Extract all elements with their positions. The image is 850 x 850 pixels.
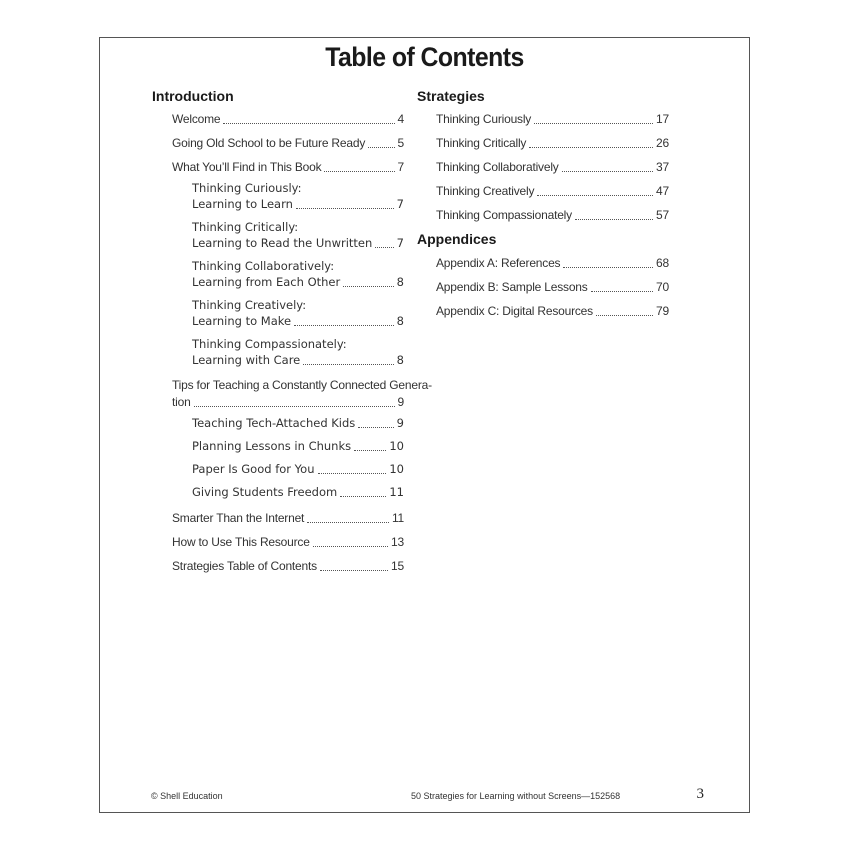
- dot-leader: [591, 291, 653, 292]
- toc-entry-tips-line2: [172, 395, 404, 410]
- dot-leader: [596, 315, 653, 316]
- toc-entry-page: 9: [397, 395, 404, 409]
- toc-entry-tips[interactable]: [172, 378, 432, 410]
- toc-entry-page: 8: [396, 353, 404, 367]
- toc-entry-title: Learning from Each Other: [192, 275, 341, 289]
- dot-leader: [575, 219, 653, 220]
- toc-entry-title: Paper Is Good for You: [192, 462, 315, 476]
- toc-right-column: [417, 86, 669, 319]
- toc-entry-title: What You’ll Find in This Book: [172, 160, 322, 174]
- toc-entry-page: 10: [389, 439, 404, 453]
- dot-leader: [313, 546, 388, 547]
- toc-subentry-line: [192, 313, 404, 329]
- toc-entry-title: Tips for Teaching a Constantly Connected Genera-: [172, 378, 432, 392]
- page-number: 3: [696, 786, 704, 802]
- section-heading-strategies: Strategies: [417, 88, 485, 104]
- toc-entry-page: 11: [389, 485, 404, 499]
- toc-entry-page: 4: [397, 112, 404, 126]
- toc-entry-page: 15: [391, 559, 404, 573]
- toc-entry-title: Thinking Creatively: [436, 184, 535, 198]
- toc-entry-page: 8: [396, 314, 404, 328]
- toc-subentry-paper[interactable]: [192, 461, 404, 477]
- toc-entry-title: Welcome: [172, 112, 221, 126]
- toc-subentry-heading: Thinking Critically:: [192, 220, 299, 234]
- toc-subentry-freedom[interactable]: [192, 484, 404, 500]
- dot-leader: [529, 147, 653, 148]
- dot-leader: [537, 195, 653, 196]
- dot-leader: [354, 450, 386, 451]
- toc-entry-page: 57: [656, 208, 669, 222]
- toc-entry-welcome[interactable]: [172, 112, 404, 127]
- toc-subentry-line: [192, 352, 404, 368]
- toc-entry-title: Thinking Curiously: [436, 112, 532, 126]
- toc-entry-page: 70: [656, 280, 669, 294]
- toc-entry-title: Strategies Table of Contents: [172, 559, 317, 573]
- toc-subentry-line: [192, 274, 404, 290]
- toc-subentry-heading: Thinking Collaboratively:: [192, 259, 335, 273]
- toc-entry-strategy-creatively[interactable]: [436, 184, 669, 199]
- dot-leader: [563, 267, 653, 268]
- dot-leader: [343, 286, 393, 287]
- toc-entry-title: Going Old School to be Future Ready: [172, 136, 366, 150]
- toc-entry-page: 47: [656, 184, 669, 198]
- toc-entry-appendix-a[interactable]: [436, 256, 669, 271]
- toc-entry-how-to-use[interactable]: [172, 535, 404, 550]
- toc-entry-title: Learning to Read the Unwritten: [192, 236, 373, 250]
- toc-entry-page: 5: [397, 136, 404, 150]
- toc-subentry-curiously[interactable]: [192, 180, 404, 212]
- toc-subentry-critically[interactable]: [192, 219, 404, 251]
- toc-entry-tips-line1: [172, 378, 432, 393]
- toc-entry-page: 26: [656, 136, 669, 150]
- toc-entry-title: Smarter Than the Internet: [172, 511, 305, 525]
- toc-subentry-line: [192, 196, 404, 212]
- toc-entry-old-school[interactable]: [172, 136, 404, 151]
- toc-subentry-creatively[interactable]: [192, 297, 404, 329]
- dot-leader: [358, 427, 393, 428]
- toc-entry-strategy-critically[interactable]: [436, 136, 669, 151]
- section-heading-appendices: Appendices: [417, 231, 497, 247]
- toc-entry-title: Thinking Compassionately: [436, 208, 572, 222]
- dot-leader: [318, 473, 387, 474]
- dot-leader: [562, 171, 653, 172]
- toc-entry-strategies-toc[interactable]: [172, 559, 404, 574]
- toc-entry-page: 11: [391, 511, 404, 525]
- toc-entry-page: 8: [396, 275, 404, 289]
- toc-subentry-collaboratively[interactable]: [192, 258, 404, 290]
- toc-subentry-chunks[interactable]: [192, 438, 404, 454]
- toc-entry-page: 13: [391, 535, 404, 549]
- toc-subentry-line: [192, 235, 404, 251]
- toc-subentry-heading: Thinking Compassionately:: [192, 337, 347, 351]
- toc-entry-title: Planning Lessons in Chunks: [192, 439, 352, 453]
- toc-entry-title: Appendix B: Sample Lessons: [436, 280, 588, 294]
- toc-entry-strategy-compassionately[interactable]: [436, 208, 669, 223]
- toc-entry-page: 7: [397, 160, 404, 174]
- toc-entry-appendix-b[interactable]: [436, 280, 669, 295]
- dot-leader: [534, 123, 653, 124]
- dot-leader: [303, 364, 393, 365]
- dot-leader: [294, 325, 394, 326]
- toc-entry-page: 79: [656, 304, 669, 318]
- footer-series-title: 50 Strategies for Learning without Screens—152568: [411, 791, 621, 801]
- page-footer: [151, 786, 704, 806]
- toc-entry-title: How to Use This Resource: [172, 535, 310, 549]
- toc-entry-title-cont: tion: [172, 395, 191, 409]
- toc-subentry-tech-attached[interactable]: [192, 415, 404, 431]
- dot-leader: [340, 496, 386, 497]
- toc-entry-page: 7: [396, 236, 404, 250]
- section-heading-introduction: Introduction: [152, 88, 234, 104]
- toc-entry-page: 7: [396, 197, 404, 211]
- page-title: Table of Contents: [325, 42, 524, 72]
- toc-entry-strategy-collaboratively[interactable]: [436, 160, 669, 175]
- toc-entry-title: Appendix A: References: [436, 256, 561, 270]
- footer-copyright: © Shell Education: [151, 791, 223, 801]
- toc-entry-page: 17: [656, 112, 669, 126]
- dot-leader: [296, 208, 394, 209]
- toc-entry-title: Thinking Critically: [436, 136, 527, 150]
- toc-entry-page: 10: [389, 462, 404, 476]
- dot-leader: [194, 406, 395, 407]
- dot-leader: [375, 247, 393, 248]
- toc-entry-strategy-curiously[interactable]: [436, 112, 669, 127]
- toc-subentry-heading: Thinking Creatively:: [192, 298, 307, 312]
- dot-leader: [368, 147, 394, 148]
- toc-entry-title: Thinking Collaboratively: [436, 160, 559, 174]
- toc-entry-smarter[interactable]: [172, 511, 404, 526]
- dot-leader: [324, 171, 394, 172]
- dot-leader: [320, 570, 388, 571]
- dot-leader: [307, 522, 389, 523]
- toc-entry-title: Learning with Care: [192, 353, 301, 367]
- document-page: [99, 37, 750, 813]
- toc-subentry-compassionately[interactable]: [192, 336, 404, 368]
- toc-entry-title: Learning to Learn: [192, 197, 293, 211]
- toc-entry-title: Learning to Make: [192, 314, 292, 328]
- toc-entry-page: 9: [396, 416, 404, 430]
- toc-entry-title: Appendix C: Digital Resources: [436, 304, 593, 318]
- toc-entry-appendix-c[interactable]: [436, 304, 669, 319]
- toc-entry-title: Giving Students Freedom: [192, 485, 338, 499]
- toc-entry-page: 68: [656, 256, 669, 270]
- toc-entry-what-youll-find[interactable]: [172, 160, 404, 175]
- toc-subentry-heading: Thinking Curiously:: [192, 181, 302, 195]
- toc-left-column: [152, 86, 432, 574]
- toc-entry-page: 37: [656, 160, 669, 174]
- dot-leader: [223, 123, 394, 124]
- toc-entry-title: Teaching Tech-Attached Kids: [192, 416, 356, 430]
